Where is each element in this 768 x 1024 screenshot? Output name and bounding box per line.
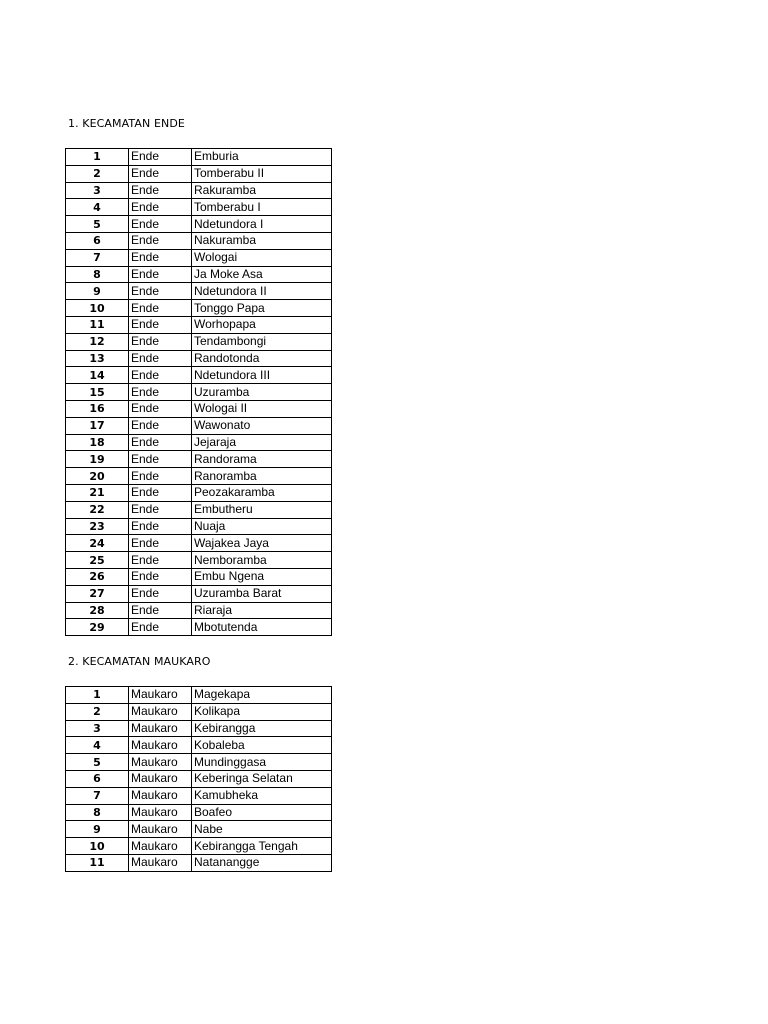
table-row xyxy=(66,585,332,602)
kecamatan-cell: Ende xyxy=(129,518,192,535)
kecamatan-cell: Ende xyxy=(129,484,192,501)
desa-cell: Ndetundora I xyxy=(192,216,332,233)
table-row xyxy=(66,434,332,451)
table-body xyxy=(66,687,332,872)
section-title-kecamatan-maukaro: 2. KECAMATAN MAUKARO xyxy=(68,655,211,668)
row-number-cell: 20 xyxy=(66,468,129,485)
table-row xyxy=(66,720,332,737)
desa-cell: Kebirangga xyxy=(192,720,332,737)
row-number-cell: 8 xyxy=(66,266,129,283)
table-row xyxy=(66,367,332,384)
row-number-cell: 5 xyxy=(66,754,129,771)
table-row xyxy=(66,400,332,417)
desa-cell: Embutheru xyxy=(192,501,332,518)
desa-cell: Kebirangga Tengah xyxy=(192,838,332,855)
section-title-kecamatan-ende: 1. KECAMATAN ENDE xyxy=(68,117,185,130)
row-number-cell: 16 xyxy=(66,400,129,417)
desa-cell: Nabe xyxy=(192,821,332,838)
desa-cell: Riaraja xyxy=(192,602,332,619)
kecamatan-cell: Maukaro xyxy=(129,838,192,855)
desa-cell: Kamubheka xyxy=(192,787,332,804)
kecamatan-cell: Maukaro xyxy=(129,687,192,704)
row-number-cell: 13 xyxy=(66,350,129,367)
desa-cell: Nakuramba xyxy=(192,232,332,249)
table-row xyxy=(66,417,332,434)
row-number-cell: 15 xyxy=(66,384,129,401)
table-row xyxy=(66,484,332,501)
row-number-cell: 27 xyxy=(66,585,129,602)
table-row xyxy=(66,468,332,485)
desa-cell: Uzuramba Barat xyxy=(192,585,332,602)
table-row xyxy=(66,518,332,535)
row-number-cell: 4 xyxy=(66,737,129,754)
row-number-cell: 4 xyxy=(66,199,129,216)
kecamatan-cell: Ende xyxy=(129,182,192,199)
row-number-cell: 2 xyxy=(66,165,129,182)
table-row xyxy=(66,283,332,300)
row-number-cell: 10 xyxy=(66,300,129,317)
kecamatan-cell: Ende xyxy=(129,568,192,585)
kecamatan-cell: Ende xyxy=(129,367,192,384)
kecamatan-cell: Ende xyxy=(129,232,192,249)
table-row xyxy=(66,333,332,350)
row-number-cell: 1 xyxy=(66,687,129,704)
desa-cell: Embu Ngena xyxy=(192,568,332,585)
table-row xyxy=(66,316,332,333)
kecamatan-cell: Ende xyxy=(129,199,192,216)
desa-cell: Tendambongi xyxy=(192,333,332,350)
table-row xyxy=(66,821,332,838)
row-number-cell: 1 xyxy=(66,149,129,166)
kecamatan-cell: Maukaro xyxy=(129,754,192,771)
desa-cell: Nemboramba xyxy=(192,552,332,569)
kecamatan-cell: Maukaro xyxy=(129,821,192,838)
kecamatan-cell: Ende xyxy=(129,417,192,434)
row-number-cell: 2 xyxy=(66,703,129,720)
desa-cell: Wajakea Jaya xyxy=(192,535,332,552)
kecamatan-cell: Ende xyxy=(129,602,192,619)
table-row xyxy=(66,216,332,233)
kecamatan-cell: Ende xyxy=(129,468,192,485)
desa-cell: Peozakaramba xyxy=(192,484,332,501)
row-number-cell: 25 xyxy=(66,552,129,569)
row-number-cell: 9 xyxy=(66,283,129,300)
kecamatan-cell: Ende xyxy=(129,333,192,350)
table-row xyxy=(66,854,332,871)
table-row xyxy=(66,300,332,317)
table-row xyxy=(66,568,332,585)
desa-cell: Tonggo Papa xyxy=(192,300,332,317)
table-row xyxy=(66,535,332,552)
row-number-cell: 14 xyxy=(66,367,129,384)
row-number-cell: 28 xyxy=(66,602,129,619)
table-row xyxy=(66,804,332,821)
table-row xyxy=(66,149,332,166)
table-row xyxy=(66,266,332,283)
kecamatan-cell: Maukaro xyxy=(129,770,192,787)
village-table-maukaro xyxy=(65,686,332,872)
desa-cell: Uzuramba xyxy=(192,384,332,401)
kecamatan-cell: Ende xyxy=(129,552,192,569)
row-number-cell: 3 xyxy=(66,182,129,199)
table-body xyxy=(66,149,332,636)
kecamatan-cell: Maukaro xyxy=(129,804,192,821)
desa-cell: Natanangge xyxy=(192,854,332,871)
desa-cell: Ndetundora III xyxy=(192,367,332,384)
kecamatan-cell: Ende xyxy=(129,400,192,417)
desa-cell: Nuaja xyxy=(192,518,332,535)
kecamatan-cell: Ende xyxy=(129,585,192,602)
desa-cell: Ja Moke Asa xyxy=(192,266,332,283)
kecamatan-cell: Ende xyxy=(129,501,192,518)
kecamatan-cell: Maukaro xyxy=(129,720,192,737)
row-number-cell: 19 xyxy=(66,451,129,468)
desa-cell: Kolikapa xyxy=(192,703,332,720)
row-number-cell: 21 xyxy=(66,484,129,501)
table-row xyxy=(66,703,332,720)
table-row xyxy=(66,737,332,754)
row-number-cell: 10 xyxy=(66,838,129,855)
row-number-cell: 7 xyxy=(66,249,129,266)
kecamatan-cell: Maukaro xyxy=(129,703,192,720)
row-number-cell: 5 xyxy=(66,216,129,233)
kecamatan-cell: Ende xyxy=(129,451,192,468)
table-row xyxy=(66,552,332,569)
kecamatan-cell: Ende xyxy=(129,350,192,367)
kecamatan-cell: Ende xyxy=(129,619,192,636)
row-number-cell: 26 xyxy=(66,568,129,585)
desa-cell: Jejaraja xyxy=(192,434,332,451)
desa-cell: Emburia xyxy=(192,149,332,166)
kecamatan-cell: Ende xyxy=(129,535,192,552)
row-number-cell: 18 xyxy=(66,434,129,451)
row-number-cell: 3 xyxy=(66,720,129,737)
desa-cell: Tomberabu I xyxy=(192,199,332,216)
desa-cell: Worhopapa xyxy=(192,316,332,333)
desa-cell: Boafeo xyxy=(192,804,332,821)
desa-cell: Ndetundora II xyxy=(192,283,332,300)
desa-cell: Kobaleba xyxy=(192,737,332,754)
row-number-cell: 23 xyxy=(66,518,129,535)
table-row xyxy=(66,232,332,249)
kecamatan-cell: Ende xyxy=(129,316,192,333)
kecamatan-cell: Maukaro xyxy=(129,787,192,804)
table-row xyxy=(66,770,332,787)
kecamatan-cell: Ende xyxy=(129,434,192,451)
row-number-cell: 11 xyxy=(66,316,129,333)
table-row xyxy=(66,249,332,266)
desa-cell: Wawonato xyxy=(192,417,332,434)
kecamatan-cell: Ende xyxy=(129,283,192,300)
kecamatan-cell: Ende xyxy=(129,149,192,166)
desa-cell: Mundinggasa xyxy=(192,754,332,771)
row-number-cell: 11 xyxy=(66,854,129,871)
table-row xyxy=(66,687,332,704)
table-row xyxy=(66,165,332,182)
desa-cell: Ranoramba xyxy=(192,468,332,485)
row-number-cell: 6 xyxy=(66,770,129,787)
table-row xyxy=(66,619,332,636)
desa-cell: Randotonda xyxy=(192,350,332,367)
table-row xyxy=(66,501,332,518)
desa-cell: Mbotutenda xyxy=(192,619,332,636)
table-row xyxy=(66,602,332,619)
table-row xyxy=(66,384,332,401)
kecamatan-cell: Ende xyxy=(129,249,192,266)
row-number-cell: 6 xyxy=(66,232,129,249)
kecamatan-cell: Maukaro xyxy=(129,737,192,754)
table-row xyxy=(66,838,332,855)
row-number-cell: 24 xyxy=(66,535,129,552)
kecamatan-cell: Ende xyxy=(129,165,192,182)
row-number-cell: 9 xyxy=(66,821,129,838)
row-number-cell: 17 xyxy=(66,417,129,434)
kecamatan-cell: Ende xyxy=(129,300,192,317)
desa-cell: Wologai xyxy=(192,249,332,266)
desa-cell: Rakuramba xyxy=(192,182,332,199)
row-number-cell: 7 xyxy=(66,787,129,804)
desa-cell: Tomberabu II xyxy=(192,165,332,182)
row-number-cell: 22 xyxy=(66,501,129,518)
village-table-ende xyxy=(65,148,332,636)
table-row xyxy=(66,754,332,771)
desa-cell: Wologai II xyxy=(192,400,332,417)
table-row xyxy=(66,787,332,804)
row-number-cell: 8 xyxy=(66,804,129,821)
desa-cell: Randorama xyxy=(192,451,332,468)
kecamatan-cell: Ende xyxy=(129,266,192,283)
row-number-cell: 12 xyxy=(66,333,129,350)
kecamatan-cell: Ende xyxy=(129,384,192,401)
kecamatan-cell: Maukaro xyxy=(129,854,192,871)
table-row xyxy=(66,451,332,468)
desa-cell: Keberingа Selatan xyxy=(192,770,332,787)
kecamatan-cell: Ende xyxy=(129,216,192,233)
table-row xyxy=(66,350,332,367)
desa-cell: Magekapa xyxy=(192,687,332,704)
table-row xyxy=(66,182,332,199)
table-row xyxy=(66,199,332,216)
row-number-cell: 29 xyxy=(66,619,129,636)
